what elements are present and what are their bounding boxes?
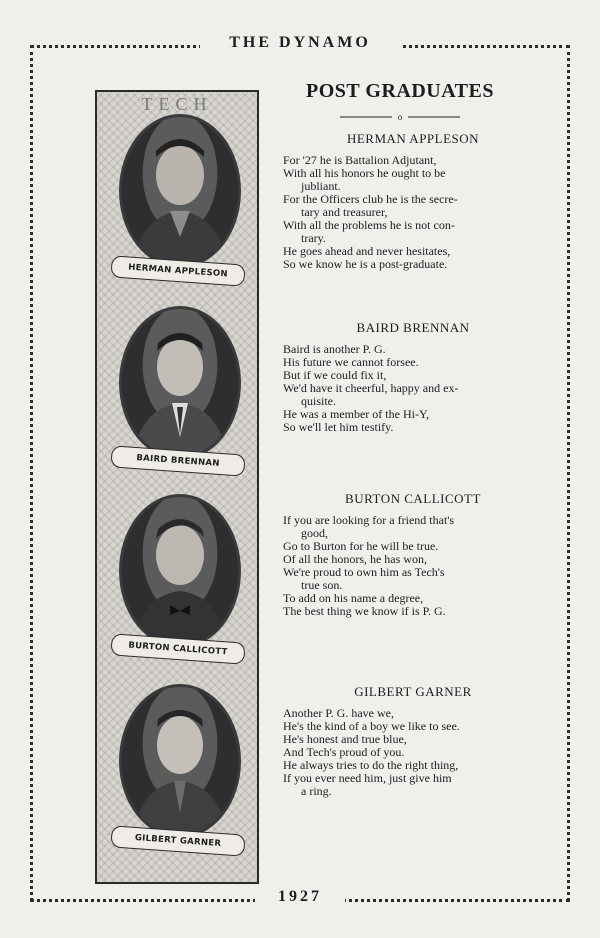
poem-line: Baird is another P. G. bbox=[283, 342, 386, 356]
poem-line: For '27 he is Battalion Adjutant, bbox=[283, 153, 437, 167]
portrait-column bbox=[95, 90, 259, 884]
poem-line: a ring. bbox=[301, 784, 332, 798]
student-name: BURTON CALLICOTT bbox=[345, 491, 481, 506]
student-entry-herman-appleson bbox=[283, 131, 543, 271]
poem-line: jubliant. bbox=[301, 179, 341, 193]
poem-line: Go to Burton for he will be true. bbox=[283, 539, 439, 553]
portrait-banner-gilbert-garner: GILBERT GARNER bbox=[110, 825, 245, 856]
poem-line: And Tech's proud of you. bbox=[283, 745, 405, 759]
poem-line: Another P. G. have we, bbox=[283, 706, 394, 720]
poem-line: If you ever need him, just give him bbox=[283, 771, 452, 785]
poem-line: To add on his name a degree, bbox=[283, 591, 424, 605]
student-poem bbox=[283, 514, 543, 618]
poem-line: Of all the honors, he has won, bbox=[283, 552, 427, 566]
student-name: BAIRD BRENNAN bbox=[356, 320, 470, 335]
poem-line: His future we cannot forsee. bbox=[283, 355, 419, 369]
student-name: HERMAN APPLESON bbox=[346, 131, 480, 146]
section-title: POST GRADUATES bbox=[306, 80, 494, 102]
poem-line: He was a member of the Hi-Y, bbox=[283, 407, 430, 421]
poem-line: The best thing we know if is P. G. bbox=[283, 604, 446, 618]
person-silhouette-icon bbox=[122, 687, 238, 835]
portrait-baird-brennan bbox=[119, 306, 241, 460]
portrait-herman-appleson bbox=[119, 114, 241, 268]
student-poem bbox=[283, 154, 543, 271]
page-header-title: THE DYNAMO bbox=[200, 34, 400, 52]
poem-line: trary. bbox=[301, 231, 326, 245]
poem-line: So we'll let him testify. bbox=[283, 420, 394, 434]
student-poem bbox=[283, 707, 543, 798]
person-silhouette-icon bbox=[122, 117, 238, 265]
title-ornament-glyph: o bbox=[397, 112, 403, 122]
portrait-banner-herman-appleson: HERMAN APPLESON bbox=[110, 255, 245, 286]
poem-line: With all his honors he ought to be bbox=[283, 166, 446, 180]
portrait-burton-callicott bbox=[119, 494, 241, 648]
poem-line: But if we could fix it, bbox=[283, 368, 387, 382]
title-ornament-icon bbox=[340, 112, 460, 122]
poem-line: We're proud to own him as Tech's bbox=[283, 565, 445, 579]
student-poem bbox=[283, 343, 543, 434]
poem-line: He always tries to do the right thing, bbox=[283, 758, 459, 772]
poem-line: He's the kind of a boy we like to see. bbox=[283, 719, 460, 733]
border-right bbox=[567, 45, 570, 901]
portrait-banner-burton-callicott: BURTON CALLICOTT bbox=[110, 633, 245, 664]
poem-line: He's honest and true blue, bbox=[283, 732, 407, 746]
poem-line: quisite. bbox=[301, 394, 336, 408]
poem-line: true son. bbox=[301, 578, 343, 592]
poem-line: good, bbox=[301, 526, 328, 540]
portrait-gilbert-garner bbox=[119, 684, 241, 838]
person-silhouette-icon bbox=[122, 497, 238, 645]
poem-line: He goes ahead and never hesitates, bbox=[283, 244, 451, 258]
portrait-banner-baird-brennan: BAIRD BRENNAN bbox=[110, 445, 245, 476]
student-name: GILBERT GARNER bbox=[354, 684, 472, 699]
poem-line: For the Officers club he is the secre- bbox=[283, 192, 458, 206]
page-footer-year: 1927 bbox=[255, 888, 345, 906]
student-entry-baird-brennan bbox=[283, 320, 543, 434]
person-silhouette-icon bbox=[122, 309, 238, 457]
student-entry-gilbert-garner bbox=[283, 684, 543, 798]
student-entry-burton-callicott bbox=[283, 491, 543, 618]
column-tag: TECH bbox=[141, 94, 213, 114]
poem-line: tary and treasurer, bbox=[301, 205, 388, 219]
border-left bbox=[30, 45, 33, 901]
poem-line: With all the problems he is not con- bbox=[283, 218, 455, 232]
poem-line: So we know he is a post-graduate. bbox=[283, 257, 448, 271]
poem-line: If you are looking for a friend that's bbox=[283, 513, 455, 527]
poem-line: We'd have it cheerful, happy and ex- bbox=[283, 381, 459, 395]
